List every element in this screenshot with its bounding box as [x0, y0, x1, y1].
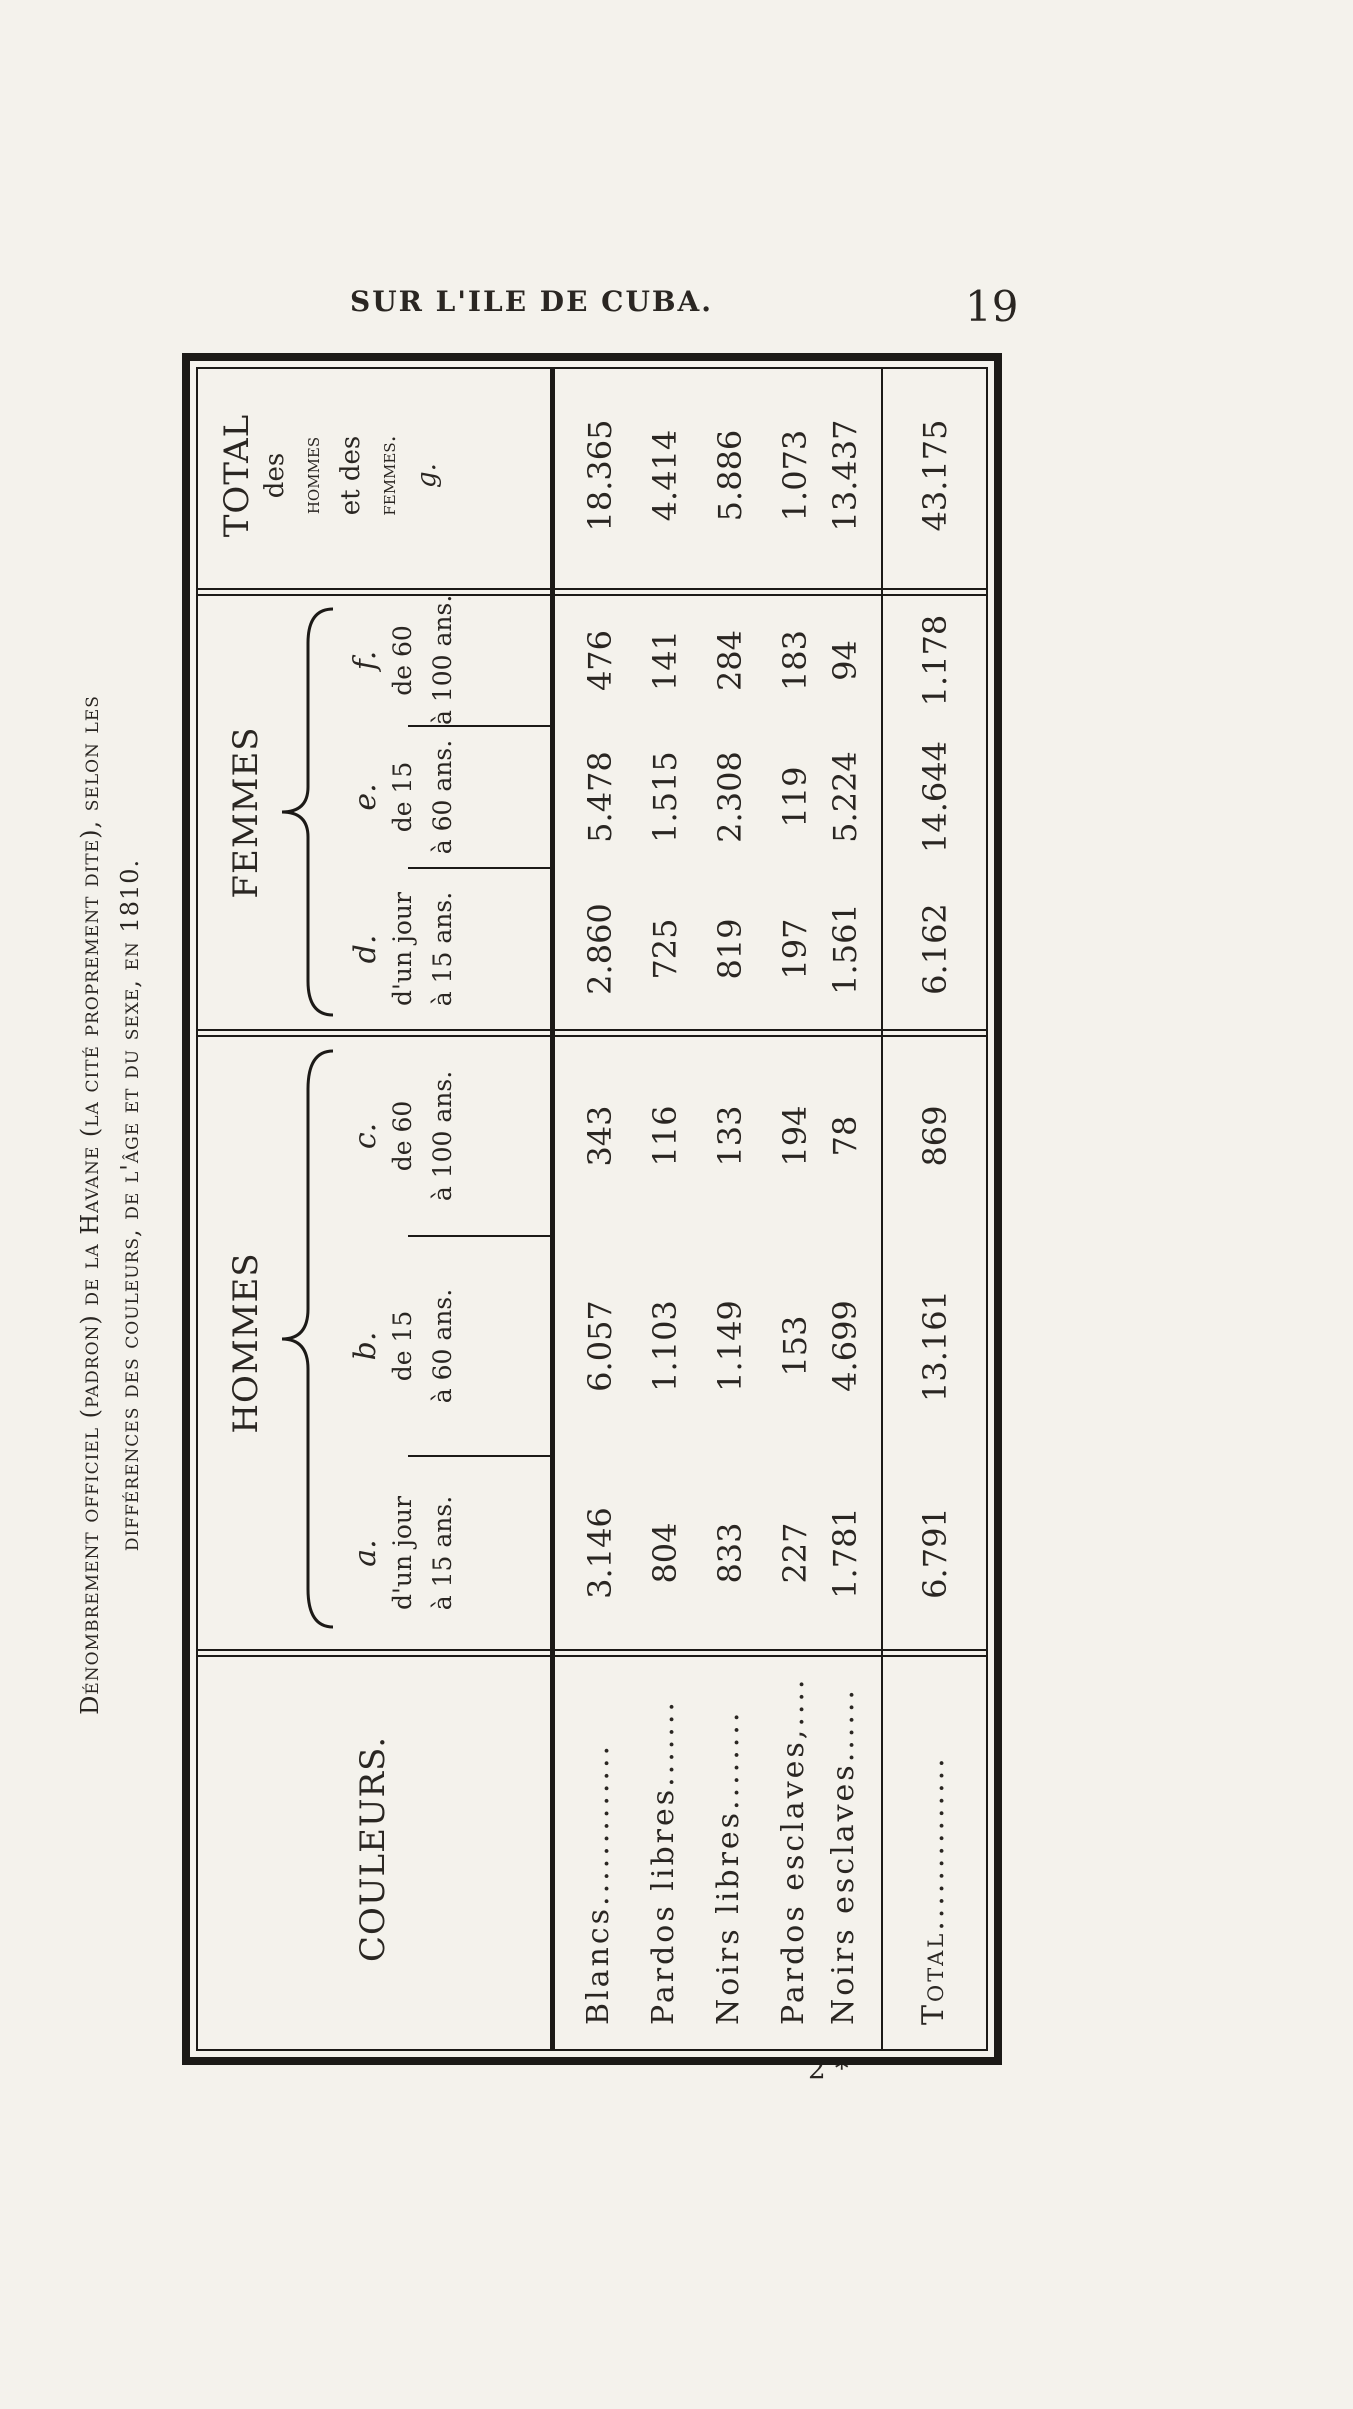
col-b-age1: de 15 — [388, 1310, 417, 1382]
cell-noirs-libres-e: 2.308 — [711, 751, 749, 843]
col-b-letter: b. — [348, 1331, 383, 1361]
total-header-femmes: femmes. — [376, 435, 401, 516]
col-d-letter: d. — [348, 934, 383, 964]
cell-noirs-esclaves-g: 13.437 — [826, 419, 864, 532]
table-frame-inner — [196, 367, 988, 2051]
cell-noirs-esclaves-e: 5.224 — [826, 751, 864, 843]
cell-pardos-esclaves-b: 153 — [776, 1315, 814, 1377]
cell-total-f: 1.178 — [916, 614, 954, 707]
col-a-age2: à 15 ans. — [428, 1495, 457, 1611]
cell-total-a: 6.791 — [916, 1507, 954, 1599]
cell-noirs-libres-f: 284 — [711, 629, 749, 692]
cell-blancs-d: 2.860 — [581, 903, 619, 995]
total-header-et-des: et des — [336, 435, 366, 516]
femmes-brace — [278, 607, 338, 1017]
cell-pardos-esclaves-c: 194 — [776, 1105, 814, 1167]
col-b-age2: à 60 ans. — [428, 1288, 457, 1404]
col-b-header — [348, 1237, 463, 1455]
row-label-pardos-libres: Pardos libres....... — [646, 1699, 681, 2025]
col-rule-couleurs — [198, 1655, 986, 1657]
col-d-age1: d'un jour — [388, 892, 417, 1006]
total-header-hommes: hommes — [300, 436, 325, 515]
cell-noirs-libres-d: 819 — [711, 918, 749, 980]
header-rule — [550, 369, 555, 2049]
couleurs-header: COULEURS. — [353, 1735, 393, 1963]
cell-pardos-libres-a: 804 — [646, 1522, 684, 1584]
col-c-header — [348, 1037, 463, 1235]
cell-pardos-esclaves-g: 1.073 — [776, 429, 814, 522]
col-rule-hommes-femmes-2 — [198, 1029, 986, 1031]
col-f-header — [348, 596, 463, 725]
cell-noirs-esclaves-f: 94 — [826, 640, 864, 681]
total-rule — [881, 369, 883, 2049]
cell-noirs-esclaves-c: 78 — [826, 1115, 864, 1157]
caption-line-2: différences des couleurs, de l'âge et du sexe, en 1810. — [116, 858, 144, 1552]
total-header — [218, 363, 446, 588]
cell-noirs-libres-c: 133 — [711, 1105, 749, 1167]
cell-noirs-libres-a: 833 — [711, 1522, 749, 1584]
row-label-blancs: Blancs............. — [581, 1742, 616, 2025]
col-a-header — [348, 1457, 463, 1649]
cell-total-g: 43.175 — [916, 419, 954, 532]
total-header-title: TOTAL — [217, 413, 257, 538]
rotated-table-block — [70, 345, 1080, 2065]
cell-blancs-e: 5.478 — [581, 751, 619, 843]
cell-blancs-f: 476 — [581, 629, 619, 692]
row-label-total: Total.............. — [916, 1755, 951, 2025]
cell-noirs-esclaves-d: 1.561 — [826, 903, 864, 995]
cell-pardos-libres-f: 141 — [646, 629, 684, 692]
col-e-age1: de 15 — [388, 761, 417, 833]
cell-pardos-libres-e: 1.515 — [646, 751, 684, 843]
col-e-age2: à 60 ans. — [428, 739, 457, 855]
col-a-letter: a. — [348, 1539, 383, 1567]
hommes-brace — [278, 1049, 338, 1629]
signature-mark: 2 * — [808, 2052, 849, 2085]
cell-blancs-a: 3.146 — [581, 1507, 619, 1599]
row-label-noirs-esclaves: Noirs esclaves...... — [826, 1687, 861, 2025]
col-d-header — [348, 869, 463, 1029]
cell-noirs-esclaves-b: 4.699 — [826, 1300, 864, 1392]
cell-total-c: 869 — [916, 1105, 954, 1167]
table-frame — [182, 353, 1002, 2065]
cell-pardos-libres-b: 1.103 — [646, 1300, 684, 1392]
cell-pardos-libres-c: 116 — [646, 1105, 684, 1167]
row-label-pardos-esclaves: Pardos esclaves,.... — [776, 1676, 811, 2025]
cell-noirs-libres-g: 5.886 — [711, 429, 749, 522]
cell-total-b: 13.161 — [916, 1290, 954, 1402]
col-f-age1: de 60 — [388, 625, 417, 696]
total-header-letter: g. — [412, 463, 442, 488]
row-label-noirs-libres: Noirs libres........ — [711, 1709, 746, 2025]
cell-pardos-esclaves-d: 197 — [776, 918, 814, 980]
cell-pardos-esclaves-a: 227 — [776, 1522, 814, 1584]
col-e-header — [348, 727, 463, 867]
femmes-header: FEMMES — [226, 726, 266, 899]
cell-blancs-c: 343 — [581, 1105, 619, 1167]
cell-noirs-esclaves-a: 1.781 — [826, 1507, 864, 1599]
col-f-letter: f. — [348, 650, 383, 671]
cell-pardos-esclaves-f: 183 — [776, 629, 814, 692]
col-f-age2: à 100 ans. — [428, 594, 457, 725]
col-c-age2: à 100 ans. — [428, 1070, 457, 1202]
col-rule-femmes-total-2 — [198, 588, 986, 590]
col-e-letter: e. — [348, 783, 383, 811]
col-c-letter: c. — [348, 1122, 383, 1150]
table-caption — [70, 345, 150, 2065]
cell-pardos-libres-d: 725 — [646, 918, 684, 980]
cell-pardos-libres-g: 4.414 — [646, 429, 684, 522]
cell-blancs-b: 6.057 — [581, 1300, 619, 1392]
col-d-age2: à 15 ans. — [428, 891, 457, 1007]
col-rule-couleurs-2 — [198, 1649, 986, 1651]
cell-total-e: 14.644 — [916, 741, 954, 853]
page-number: 19 — [965, 282, 1019, 331]
col-c-age1: de 60 — [388, 1100, 417, 1172]
hommes-header: HOMMES — [226, 1252, 266, 1434]
running-head: SUR L'ILE DE CUBA. — [350, 285, 714, 318]
cell-total-d: 6.162 — [916, 903, 954, 995]
caption-line-1: Dénombrement officiel (padron) de la Havane (la cité proprement dite), selon les — [76, 695, 104, 1715]
cell-noirs-libres-b: 1.149 — [711, 1300, 749, 1392]
col-a-age1: d'un jour — [388, 1496, 417, 1610]
total-header-des: des — [260, 452, 290, 499]
cell-blancs-g: 18.365 — [581, 419, 619, 532]
cell-pardos-esclaves-e: 119 — [776, 766, 814, 828]
